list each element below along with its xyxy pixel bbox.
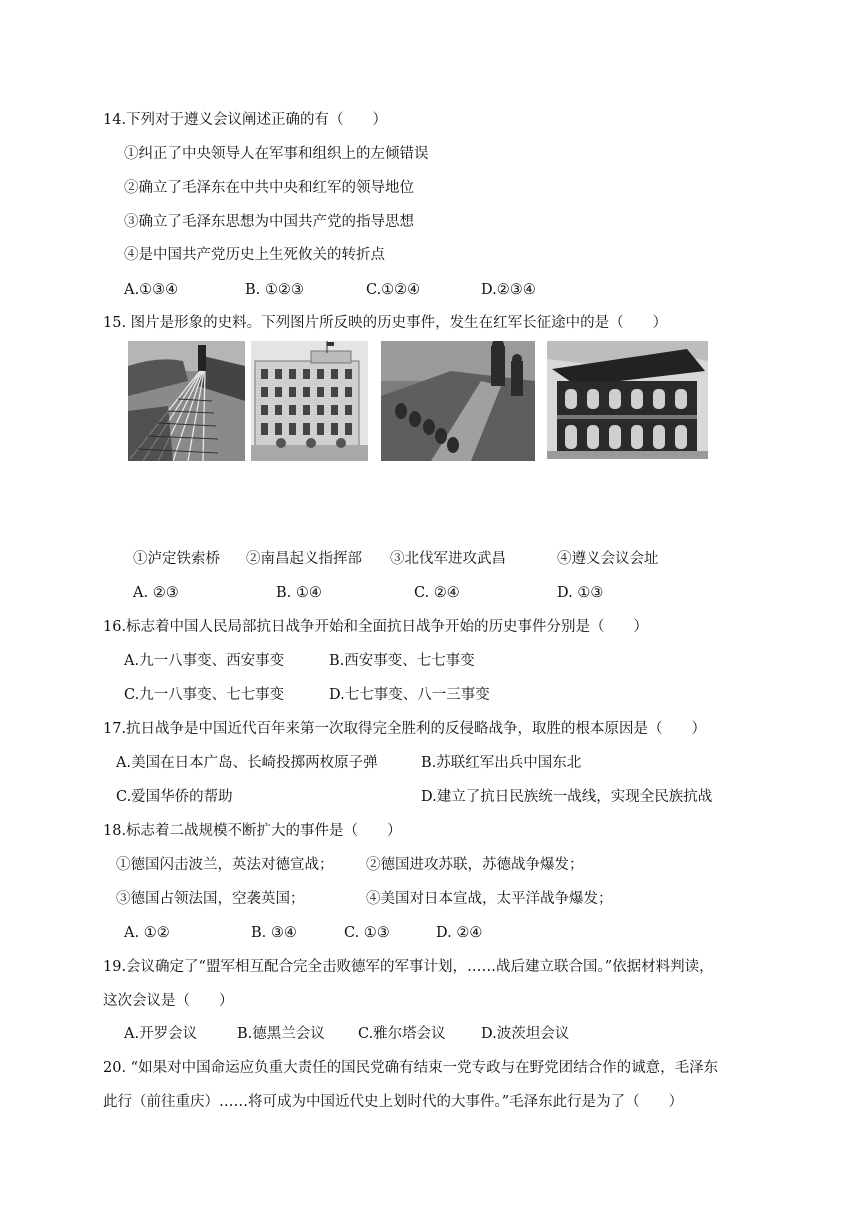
q19-option-d: D.波茨坦会议: [481, 1026, 570, 1042]
q14-item-2: ②确立了毛泽东在中共中央和红军的领导地位: [124, 180, 414, 196]
q17-option-b: B.苏联红军出兵中国东北: [421, 755, 582, 771]
q18-stem: 18.标志着二战规模不断扩大的事件是（ ）: [103, 823, 402, 839]
q17-option-a: A.美国在日本广岛、长崎投掷两枚原子弹: [116, 755, 378, 771]
q18-item-3: ③德国占领法国，空袭英国；: [116, 891, 305, 907]
q18-item-4: ④美国对日本宣战，太平洋战争爆发；: [366, 891, 613, 907]
q19-option-b: B.德黑兰会议: [237, 1026, 325, 1042]
q16-option-b: B.西安事变、七七事变: [329, 653, 475, 669]
wuchang-attack-photo: [381, 341, 535, 461]
q16-stem: 16.标志着中国人民局部抗日战争开始和全面抗日战争开始的历史事件分别是（ ）: [103, 619, 649, 635]
q18-option-a: A. ①②: [124, 925, 170, 941]
q14-option-d: D.②③④: [481, 282, 536, 298]
q16-option-d: D.七七事变、八一三事变: [329, 687, 490, 703]
q15-stem: 15. 图片是形象的史料。下列图片所反映的历史事件，发生在红军长征途中的是（ ）: [103, 315, 668, 331]
q15-option-b: B. ①④: [276, 585, 322, 601]
q18-option-d: D. ②④: [436, 925, 483, 941]
q15-caption-3: ③北伐军进攻武昌: [390, 551, 506, 567]
q15-caption-1: ①泸定铁索桥: [133, 551, 220, 567]
q19-option-a: A.开罗会议: [124, 1026, 198, 1042]
q19-stem-line1: 19.会议确定了“盟军相互配合完全击败德军的军事计划，……战后建立联合国。”依据材料判读，: [103, 959, 714, 975]
q16-option-c: C.九一八事变、七七事变: [124, 687, 285, 703]
q19-stem-line2: 这次会议是（ ）: [103, 993, 234, 1009]
zunyi-conference-site-photo: [547, 341, 708, 459]
q19-option-c: C.雅尔塔会议: [358, 1026, 446, 1042]
q15-caption-4: ④遵义会议会址: [557, 551, 659, 567]
q15-option-a: A. ②③: [133, 585, 179, 601]
q14-stem: 14.下列对于遵义会议阐述正确的有（ ）: [103, 112, 388, 128]
q14-item-4: ④是中国共产党历史上生死攸关的转折点: [124, 247, 385, 263]
q20-stem-line2: 此行（前往重庆）……将可成为中国近代史上划时代的大事件。”毛泽东此行是为了（ ）: [103, 1094, 684, 1110]
q20-stem-line1: 20. “如果对中国命运应负重大责任的国民党确有结束一党专政与在野党团结合作的诚意，毛泽东: [103, 1060, 719, 1076]
q14-option-c: C.①②④: [366, 282, 421, 298]
q16-option-a: A.九一八事变、西安事变: [124, 653, 285, 669]
q15-option-d: D. ①③: [557, 585, 604, 601]
q14-item-3: ③确立了毛泽东思想为中国共产党的指导思想: [124, 214, 414, 230]
nanchang-headquarters-photo: [251, 341, 368, 461]
q18-option-b: B. ③④: [251, 925, 297, 941]
q17-option-c: C.爱国华侨的帮助: [116, 789, 233, 805]
q14-item-1: ①纠正了中央领导人在军事和组织上的左倾错误: [124, 146, 429, 162]
q14-option-a: A.①③④: [124, 282, 179, 298]
q18-item-1: ①德国闪击波兰，英法对德宣战；: [116, 857, 334, 873]
q15-option-c: C. ②④: [414, 585, 460, 601]
q15-caption-2: ②南昌起义指挥部: [246, 551, 362, 567]
q14-option-b: B. ①②③: [245, 282, 304, 298]
q18-option-c: C. ①③: [344, 925, 390, 941]
q17-option-d: D.建立了抗日民族统一战线，实现全民族抗战: [421, 789, 713, 805]
q17-stem: 17.抗日战争是中国近代百年来第一次取得完全胜利的反侵略战争，取胜的根本原因是（ ）: [103, 721, 707, 737]
q18-item-2: ②德国进攻苏联，苏德战争爆发；: [366, 857, 584, 873]
luding-bridge-photo: [128, 341, 245, 461]
